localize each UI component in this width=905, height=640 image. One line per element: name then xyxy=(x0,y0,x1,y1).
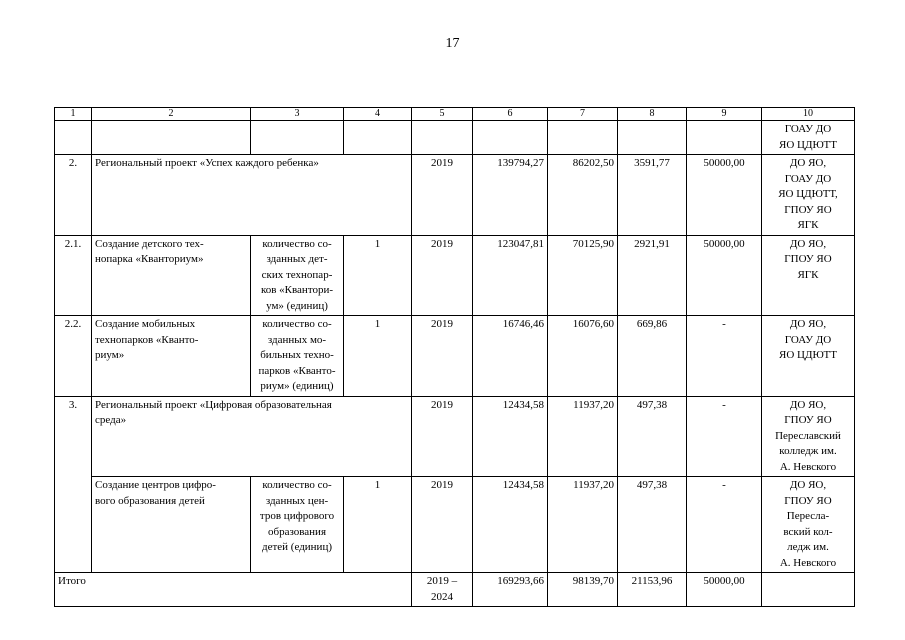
responsible-cell: ДО ЯО, ГОАУ ДО ЯО ЦДЮТТ xyxy=(762,316,855,397)
table-row xyxy=(55,121,855,155)
header-cell: 4 xyxy=(344,108,412,121)
responsible-cell: ДО ЯО, ГОАУ ДО ЯО ЦДЮТТ, ГПОУ ЯО ЯГК xyxy=(762,155,855,236)
extra-cell: 50000,00 xyxy=(687,155,762,236)
federal-cell: 86202,50 xyxy=(548,155,618,236)
table-row xyxy=(55,235,855,316)
table-row xyxy=(55,396,855,477)
number-cell xyxy=(55,121,92,155)
value-cell: 1 xyxy=(344,235,412,316)
year-cell: 2019 xyxy=(412,396,473,477)
page-number: 17 xyxy=(445,36,460,51)
federal-cell: 11937,20 xyxy=(548,477,618,573)
extra-cell xyxy=(687,121,762,155)
total-cell: 12434,58 xyxy=(473,396,548,477)
indicator-cell: количество со- зданных дет- ских технопар- ков «Квантори- ум» (единиц) xyxy=(251,235,344,316)
year-cell xyxy=(412,121,473,155)
header-cell: 3 xyxy=(251,108,344,121)
federal-cell: 98139,70 xyxy=(548,573,618,607)
year-cell: 2019 xyxy=(412,155,473,236)
total-cell: 139794,27 xyxy=(473,155,548,236)
extra-cell: - xyxy=(687,316,762,397)
name-cell xyxy=(92,121,251,155)
federal-cell: 70125,90 xyxy=(548,235,618,316)
regional-cell: 497,38 xyxy=(618,396,687,477)
extra-cell: - xyxy=(687,477,762,573)
table-row xyxy=(55,155,855,236)
value-cell: 1 xyxy=(344,316,412,397)
name-cell: Создание мобильных технопарков «Кванто- риум» xyxy=(92,316,251,397)
budget-table xyxy=(54,107,855,607)
federal-cell: 11937,20 xyxy=(548,396,618,477)
extra-cell: - xyxy=(687,396,762,477)
responsible-cell: ДО ЯО, ГПОУ ЯО Пересла- вский кол- ледж им. А. Невского xyxy=(762,477,855,573)
regional-cell: 2921,91 xyxy=(618,235,687,316)
extra-cell: 50000,00 xyxy=(687,235,762,316)
column-number-header-row xyxy=(55,108,855,121)
indicator-cell: количество со- зданных цен- тров цифрового образования детей (единиц) xyxy=(251,477,344,573)
name-cell: Региональный проект «Успех каждого ребенка» xyxy=(92,155,412,236)
indicator-cell: количество со- зданных мо- бильных техно- парков «Кванто- риум» (единиц) xyxy=(251,316,344,397)
year-range-cell: 2019 – 2024 xyxy=(412,573,473,607)
header-cell: 10 xyxy=(762,108,855,121)
responsible-cell xyxy=(762,573,855,607)
value-cell: 1 xyxy=(344,477,412,573)
year-cell: 2019 xyxy=(412,235,473,316)
value-cell xyxy=(344,121,412,155)
responsible-cell: ДО ЯО, ГПОУ ЯО ЯГК xyxy=(762,235,855,316)
number-cell: 2.2. xyxy=(55,316,92,397)
header-cell: 6 xyxy=(473,108,548,121)
federal-cell xyxy=(548,121,618,155)
indicator-cell xyxy=(251,121,344,155)
table-row xyxy=(55,316,855,397)
year-cell: 2019 xyxy=(412,477,473,573)
name-cell: Региональный проект «Цифровая образовательная среда» xyxy=(92,396,412,477)
total-row xyxy=(55,573,855,607)
regional-cell: 669,86 xyxy=(618,316,687,397)
header-cell: 7 xyxy=(548,108,618,121)
year-cell: 2019 xyxy=(412,316,473,397)
total-cell: 16746,46 xyxy=(473,316,548,397)
responsible-cell: ГОАУ ДО ЯО ЦДЮТТ xyxy=(762,121,855,155)
header-cell: 9 xyxy=(687,108,762,121)
total-label: Итого xyxy=(55,573,412,607)
number-cell: 3. xyxy=(55,396,92,573)
name-cell: Создание центров цифро- вого образования детей xyxy=(92,477,251,573)
extra-cell: 50000,00 xyxy=(687,573,762,607)
total-cell: 169293,66 xyxy=(473,573,548,607)
regional-cell: 3591,77 xyxy=(618,155,687,236)
header-cell: 5 xyxy=(412,108,473,121)
federal-cell: 16076,60 xyxy=(548,316,618,397)
total-cell: 12434,58 xyxy=(473,477,548,573)
regional-cell: 21153,96 xyxy=(618,573,687,607)
header-cell: 2 xyxy=(92,108,251,121)
number-cell: 2. xyxy=(55,155,92,236)
regional-cell xyxy=(618,121,687,155)
name-cell: Создание детского тех- нопарка «Кванториум» xyxy=(92,235,251,316)
header-cell: 8 xyxy=(618,108,687,121)
total-cell: 123047,81 xyxy=(473,235,548,316)
total-cell xyxy=(473,121,548,155)
number-cell: 2.1. xyxy=(55,235,92,316)
regional-cell: 497,38 xyxy=(618,477,687,573)
responsible-cell: ДО ЯО, ГПОУ ЯО Переславский колледж им. А. Невского xyxy=(762,396,855,477)
header-cell: 1 xyxy=(55,108,92,121)
table-row xyxy=(55,477,855,573)
